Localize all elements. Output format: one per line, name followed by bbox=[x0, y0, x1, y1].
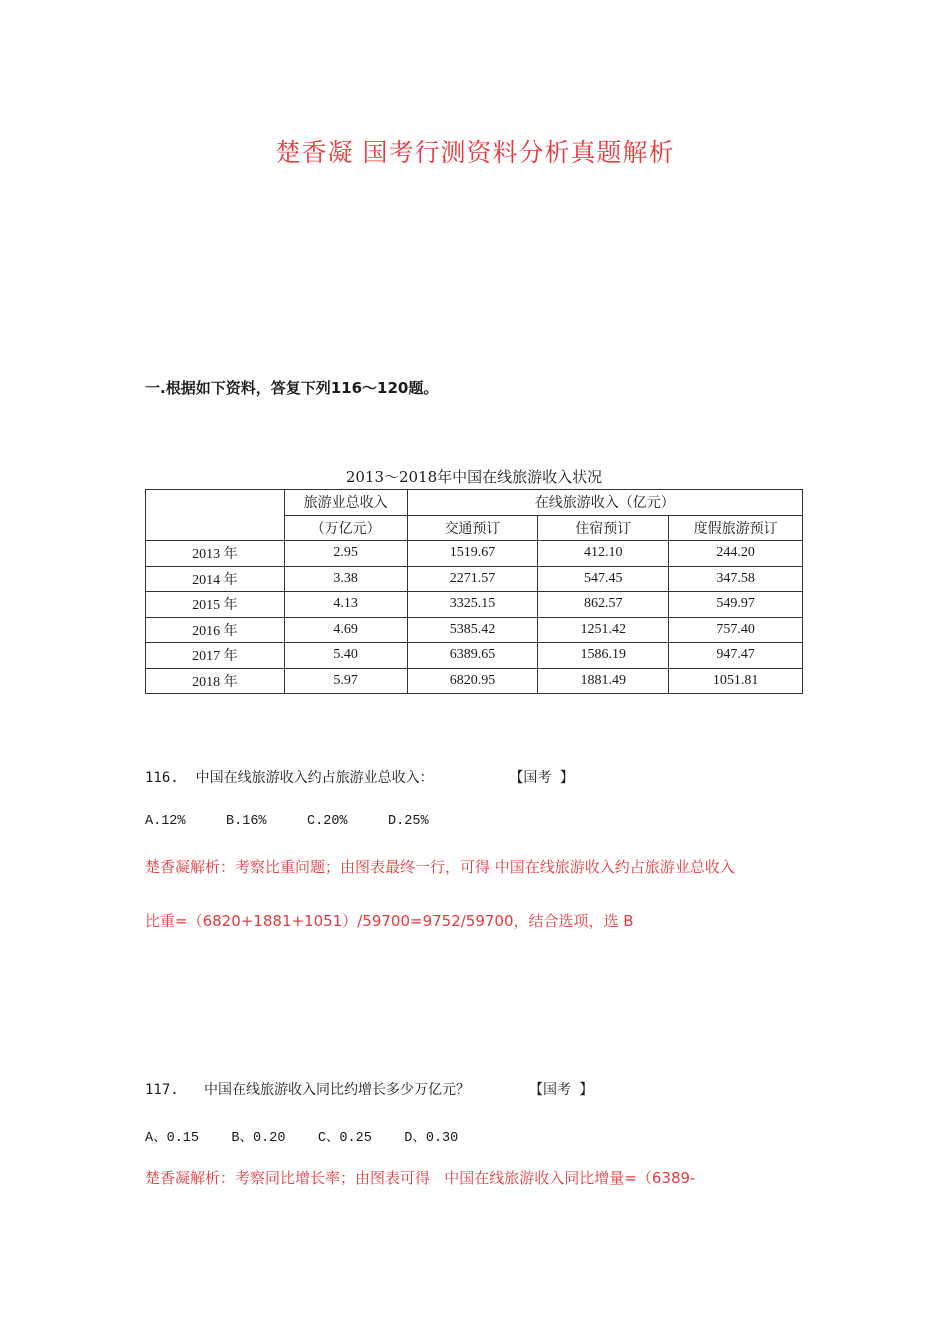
cell-total: 3.38 bbox=[284, 566, 407, 592]
header-vacation: 度假旅游预订 bbox=[669, 515, 803, 541]
question-117-answer-line1: 楚香凝解析：考察同比增长率；由图表可得 中国在线旅游收入同比增量=（6389- bbox=[145, 1169, 696, 1187]
cell-transport: 1519.67 bbox=[407, 541, 538, 567]
cell-lodging: 547.45 bbox=[538, 566, 669, 592]
cell-year: 2018 年 bbox=[146, 668, 285, 694]
cell-lodging: 862.57 bbox=[538, 592, 669, 618]
cell-vacation: 947.47 bbox=[669, 643, 803, 669]
cell-vacation: 549.97 bbox=[669, 592, 803, 618]
cell-vacation: 244.20 bbox=[669, 541, 803, 567]
tourism-revenue-table bbox=[145, 489, 803, 694]
section-heading: 一.根据如下资料，答复下列116～120题。 bbox=[145, 379, 439, 397]
cell-transport: 3325.15 bbox=[407, 592, 538, 618]
header-total-revenue: 旅游业总收入 bbox=[284, 490, 407, 516]
cell-total: 5.40 bbox=[284, 643, 407, 669]
cell-transport: 2271.57 bbox=[407, 566, 538, 592]
table-row bbox=[146, 617, 803, 643]
header-transport: 交通预订 bbox=[407, 515, 538, 541]
cell-year: 2013 年 bbox=[146, 541, 285, 567]
cell-year: 2014 年 bbox=[146, 566, 285, 592]
cell-transport: 5385.42 bbox=[407, 617, 538, 643]
cell-vacation: 347.58 bbox=[669, 566, 803, 592]
question-116-answer-line1: 楚香凝解析：考察比重问题；由图表最终一行，可得 中国在线旅游收入约占旅游业总收入 bbox=[145, 858, 735, 876]
table-row bbox=[146, 668, 803, 694]
question-116: 116. 中国在线旅游收入约占旅游业总收入： 【国考 】 bbox=[145, 770, 574, 786]
cell-year: 2016 年 bbox=[146, 617, 285, 643]
cell-lodging: 1586.19 bbox=[538, 643, 669, 669]
header-total-revenue-unit: （万亿元） bbox=[284, 515, 407, 541]
question-116-options: A.12% B.16% C.20% D.25% bbox=[145, 814, 429, 829]
header-lodging: 住宿预订 bbox=[538, 515, 669, 541]
table-header-row bbox=[146, 490, 803, 516]
cell-vacation: 757.40 bbox=[669, 617, 803, 643]
cell-lodging: 1251.42 bbox=[538, 617, 669, 643]
cell-year: 2015 年 bbox=[146, 592, 285, 618]
cell-transport: 6820.95 bbox=[407, 668, 538, 694]
header-online-revenue: 在线旅游收入（亿元） bbox=[407, 490, 802, 516]
cell-year: 2017 年 bbox=[146, 643, 285, 669]
cell-lodging: 412.10 bbox=[538, 541, 669, 567]
table-row bbox=[146, 566, 803, 592]
table-row bbox=[146, 643, 803, 669]
table-row bbox=[146, 592, 803, 618]
question-117-options: A、0.15 B、0.20 C、0.25 D、0.30 bbox=[145, 1131, 459, 1146]
cell-vacation: 1051.81 bbox=[669, 668, 803, 694]
question-117: 117. 中国在线旅游收入同比约增长多少万亿元？ 【国考 】 bbox=[145, 1082, 594, 1098]
header-empty-cell bbox=[146, 490, 285, 541]
cell-transport: 6389.65 bbox=[407, 643, 538, 669]
cell-lodging: 1881.49 bbox=[538, 668, 669, 694]
cell-total: 2.95 bbox=[284, 541, 407, 567]
page-title: 楚香凝 国考行测资料分析真题解析 bbox=[275, 138, 675, 167]
cell-total: 4.13 bbox=[284, 592, 407, 618]
question-116-answer-line2: 比重=（6820+1881+1051）/59700=9752/59700，结合选项，选 B bbox=[145, 912, 634, 930]
cell-total: 5.97 bbox=[284, 668, 407, 694]
table-caption: 2013～2018年中国在线旅游收入状况 bbox=[345, 468, 603, 486]
table-row bbox=[146, 541, 803, 567]
cell-total: 4.69 bbox=[284, 617, 407, 643]
